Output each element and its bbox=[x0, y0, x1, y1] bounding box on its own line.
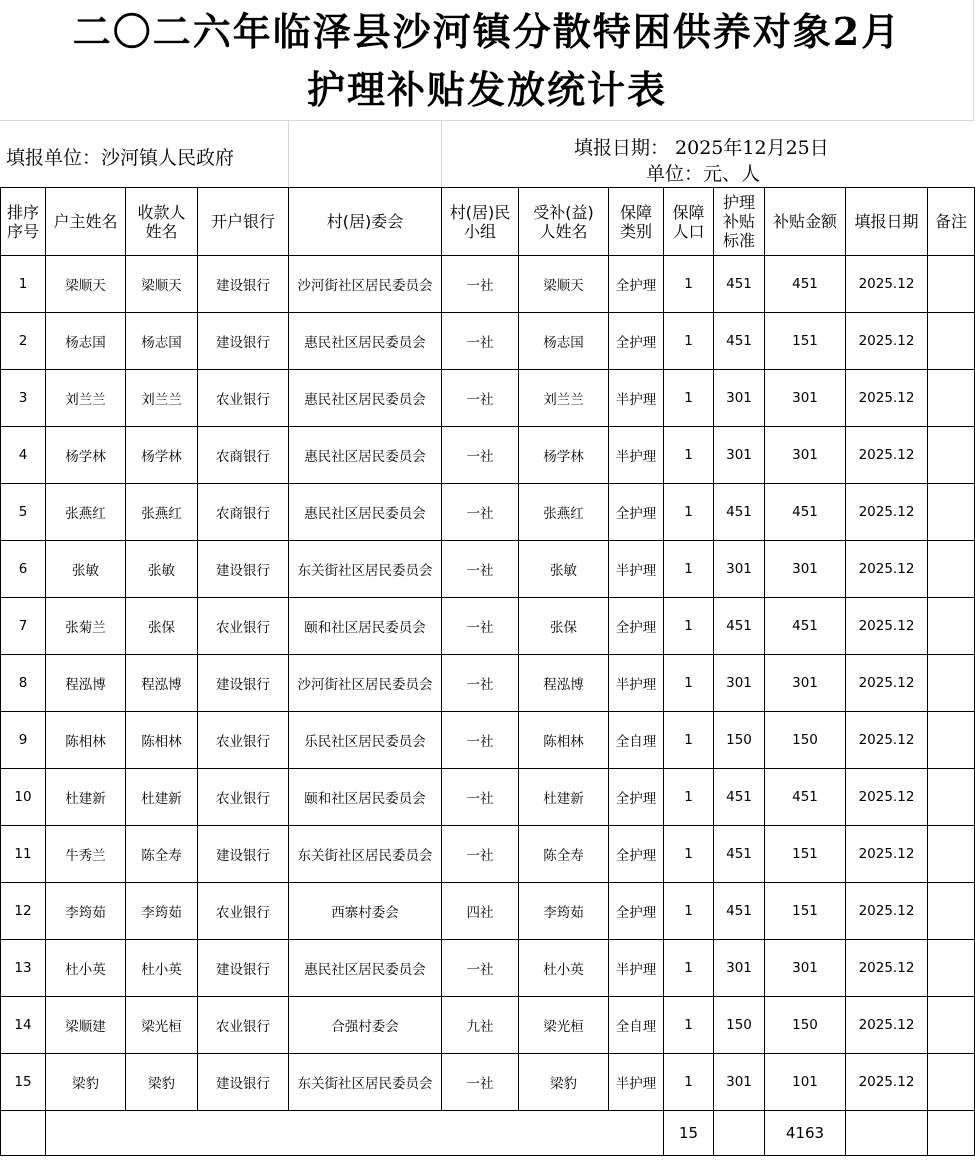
cell-bank[interactable]: 农商银行 bbox=[198, 427, 289, 484]
cell-category[interactable]: 全护理 bbox=[609, 826, 664, 883]
cell-householder[interactable]: 杨学林 bbox=[46, 427, 126, 484]
header-payee[interactable]: 收款人 姓名 bbox=[126, 188, 198, 256]
cell-bank[interactable]: 农业银行 bbox=[198, 769, 289, 826]
total-cell[interactable] bbox=[928, 1111, 975, 1156]
cell-payee[interactable]: 杜建新 bbox=[126, 769, 198, 826]
cell-group[interactable]: 一社 bbox=[442, 484, 519, 541]
cell-amount[interactable]: 301 bbox=[765, 541, 846, 598]
cell-date[interactable]: 2025.12 bbox=[846, 655, 928, 712]
cell-beneficiary[interactable]: 杨志国 bbox=[519, 313, 609, 370]
cell-category[interactable]: 全护理 bbox=[609, 313, 664, 370]
cell-standard[interactable]: 451 bbox=[714, 313, 765, 370]
cell-committee[interactable]: 西寨村委会 bbox=[289, 883, 442, 940]
header-amount[interactable]: 补贴金额 bbox=[765, 188, 846, 256]
cell-category[interactable]: 半护理 bbox=[609, 427, 664, 484]
cell-amount[interactable]: 301 bbox=[765, 427, 846, 484]
cell-persons[interactable]: 1 bbox=[664, 598, 714, 655]
header-seq[interactable]: 排序 序号 bbox=[1, 188, 46, 256]
cell-payee[interactable]: 李筠茹 bbox=[126, 883, 198, 940]
cell-persons[interactable]: 1 bbox=[664, 427, 714, 484]
cell-bank[interactable]: 农业银行 bbox=[198, 598, 289, 655]
cell-seq[interactable]: 11 bbox=[1, 826, 46, 883]
cell-persons[interactable]: 1 bbox=[664, 997, 714, 1054]
cell-payee[interactable]: 陈相林 bbox=[126, 712, 198, 769]
cell-committee[interactable]: 沙河街社区居民委员会 bbox=[289, 256, 442, 313]
page-title-line2: 护理补贴发放统计表 bbox=[306, 67, 667, 112]
table-row bbox=[1, 655, 975, 712]
title-block bbox=[0, 0, 974, 121]
cell-bank[interactable]: 建设银行 bbox=[198, 655, 289, 712]
cell-committee[interactable]: 东关街社区居民委员会 bbox=[289, 1054, 442, 1111]
cell-category[interactable]: 半护理 bbox=[609, 655, 664, 712]
table-row bbox=[1, 826, 975, 883]
total-cell[interactable] bbox=[846, 1111, 928, 1156]
cell-beneficiary[interactable]: 梁光桓 bbox=[519, 997, 609, 1054]
cell-payee[interactable]: 梁顺天 bbox=[126, 256, 198, 313]
cell-seq[interactable]: 14 bbox=[1, 997, 46, 1054]
cell-householder[interactable]: 张燕红 bbox=[46, 484, 126, 541]
cell-householder[interactable]: 牛秀兰 bbox=[46, 826, 126, 883]
data-table bbox=[0, 187, 975, 1156]
cell-persons[interactable]: 1 bbox=[664, 883, 714, 940]
cell-committee[interactable]: 颐和社区居民委员会 bbox=[289, 769, 442, 826]
table-row bbox=[1, 427, 975, 484]
cell-standard[interactable]: 451 bbox=[714, 826, 765, 883]
cell-householder[interactable]: 李筠茹 bbox=[46, 883, 126, 940]
cell-standard[interactable]: 451 bbox=[714, 769, 765, 826]
cell-group[interactable]: 一社 bbox=[442, 655, 519, 712]
fill-unit-label: 填报单位：沙河镇人民政府 bbox=[6, 147, 235, 169]
cell-committee[interactable]: 沙河街社区居民委员会 bbox=[289, 655, 442, 712]
cell-standard[interactable]: 301 bbox=[714, 1054, 765, 1111]
cell-beneficiary[interactable]: 杨学林 bbox=[519, 427, 609, 484]
cell-amount[interactable]: 451 bbox=[765, 256, 846, 313]
header-standard[interactable]: 护理 补贴 标准 bbox=[714, 188, 765, 256]
cell-committee[interactable]: 合强村委会 bbox=[289, 997, 442, 1054]
cell-amount[interactable]: 151 bbox=[765, 883, 846, 940]
cell-seq[interactable]: 15 bbox=[1, 1054, 46, 1111]
cell-persons[interactable]: 1 bbox=[664, 313, 714, 370]
table-row bbox=[1, 997, 975, 1054]
cell-remark[interactable] bbox=[928, 598, 975, 655]
cell-remark[interactable] bbox=[928, 370, 975, 427]
cell-remark[interactable] bbox=[928, 256, 975, 313]
header-persons[interactable]: 保障 人口 bbox=[664, 188, 714, 256]
cell-date[interactable]: 2025.12 bbox=[846, 1054, 928, 1111]
cell-beneficiary[interactable]: 杜小英 bbox=[519, 940, 609, 997]
cell-divider bbox=[441, 121, 442, 187]
cell-group[interactable]: 九社 bbox=[442, 997, 519, 1054]
cell-seq[interactable]: 2 bbox=[1, 313, 46, 370]
cell-bank[interactable]: 建设银行 bbox=[198, 826, 289, 883]
info-row bbox=[0, 121, 975, 187]
total-cell[interactable] bbox=[1, 1111, 46, 1156]
cell-committee[interactable]: 惠民社区居民委员会 bbox=[289, 313, 442, 370]
cell-persons[interactable]: 1 bbox=[664, 256, 714, 313]
cell-seq[interactable]: 8 bbox=[1, 655, 46, 712]
cell-committee[interactable]: 东关街社区居民委员会 bbox=[289, 541, 442, 598]
totals-row bbox=[1, 1111, 975, 1156]
cell-beneficiary[interactable]: 张燕红 bbox=[519, 484, 609, 541]
cell-persons[interactable]: 1 bbox=[664, 769, 714, 826]
cell-persons[interactable]: 1 bbox=[664, 655, 714, 712]
cell-bank[interactable]: 农业银行 bbox=[198, 370, 289, 427]
cell-committee[interactable]: 惠民社区居民委员会 bbox=[289, 940, 442, 997]
cell-standard[interactable]: 301 bbox=[714, 370, 765, 427]
cell-payee[interactable]: 陈全寿 bbox=[126, 826, 198, 883]
cell-amount[interactable]: 151 bbox=[765, 826, 846, 883]
cell-householder[interactable]: 陈相林 bbox=[46, 712, 126, 769]
cell-amount[interactable]: 451 bbox=[765, 598, 846, 655]
cell-date[interactable]: 2025.12 bbox=[846, 997, 928, 1054]
cell-group[interactable]: 一社 bbox=[442, 940, 519, 997]
header-bank[interactable]: 开户银行 bbox=[198, 188, 289, 256]
cell-date[interactable]: 2025.12 bbox=[846, 940, 928, 997]
cell-payee[interactable]: 程泓博 bbox=[126, 655, 198, 712]
cell-beneficiary[interactable]: 陈相林 bbox=[519, 712, 609, 769]
cell-seq[interactable]: 9 bbox=[1, 712, 46, 769]
cell-category[interactable]: 全护理 bbox=[609, 256, 664, 313]
cell-category[interactable]: 半护理 bbox=[609, 370, 664, 427]
cell-householder[interactable]: 程泓博 bbox=[46, 655, 126, 712]
header-remark[interactable]: 备注 bbox=[928, 188, 975, 256]
cell-beneficiary[interactable]: 杜建新 bbox=[519, 769, 609, 826]
cell-seq[interactable]: 7 bbox=[1, 598, 46, 655]
cell-date[interactable]: 2025.12 bbox=[846, 484, 928, 541]
total-cell[interactable] bbox=[714, 1111, 765, 1156]
cell-remark[interactable] bbox=[928, 655, 975, 712]
header-householder[interactable]: 户主姓名 bbox=[46, 188, 126, 256]
cell-beneficiary[interactable]: 张保 bbox=[519, 598, 609, 655]
cell-remark[interactable] bbox=[928, 1054, 975, 1111]
cell-beneficiary[interactable]: 李筠茹 bbox=[519, 883, 609, 940]
cell-beneficiary[interactable]: 程泓博 bbox=[519, 655, 609, 712]
cell-remark[interactable] bbox=[928, 313, 975, 370]
cell-bank[interactable]: 农业银行 bbox=[198, 712, 289, 769]
total-cell[interactable] bbox=[46, 1111, 664, 1156]
cell-date[interactable]: 2025.12 bbox=[846, 598, 928, 655]
cell-standard[interactable]: 301 bbox=[714, 655, 765, 712]
cell-group[interactable]: 一社 bbox=[442, 598, 519, 655]
cell-seq[interactable]: 10 bbox=[1, 769, 46, 826]
cell-payee[interactable]: 张燕红 bbox=[126, 484, 198, 541]
cell-group[interactable]: 一社 bbox=[442, 370, 519, 427]
table-row bbox=[1, 1054, 975, 1111]
cell-householder[interactable]: 杜小英 bbox=[46, 940, 126, 997]
page-title-line1: 二〇二六年临泽县沙河镇分散特困供养对象2月 bbox=[72, 9, 902, 54]
unit-label: 单位：元、人 bbox=[646, 163, 761, 185]
table-row bbox=[1, 484, 975, 541]
header-category[interactable]: 保障 类别 bbox=[609, 188, 664, 256]
cell-group[interactable]: 一社 bbox=[442, 712, 519, 769]
cell-category[interactable]: 全自理 bbox=[609, 712, 664, 769]
cell-persons[interactable]: 1 bbox=[664, 826, 714, 883]
cell-category[interactable]: 半护理 bbox=[609, 1054, 664, 1111]
cell-amount[interactable]: 151 bbox=[765, 313, 846, 370]
cell-standard[interactable]: 301 bbox=[714, 940, 765, 997]
cell-group[interactable]: 一社 bbox=[442, 769, 519, 826]
table-row bbox=[1, 598, 975, 655]
cell-date[interactable]: 2025.12 bbox=[846, 769, 928, 826]
cell-remark[interactable] bbox=[928, 769, 975, 826]
table-row bbox=[1, 370, 975, 427]
header-committee[interactable]: 村(居)委会 bbox=[289, 188, 442, 256]
cell-standard[interactable]: 451 bbox=[714, 484, 765, 541]
cell-payee[interactable]: 梁光桓 bbox=[126, 997, 198, 1054]
cell-standard[interactable]: 150 bbox=[714, 997, 765, 1054]
cell-householder[interactable]: 梁豹 bbox=[46, 1054, 126, 1111]
table-header-row bbox=[1, 188, 975, 256]
cell-remark[interactable] bbox=[928, 484, 975, 541]
cell-payee[interactable]: 杨学林 bbox=[126, 427, 198, 484]
cell-householder[interactable]: 杜建新 bbox=[46, 769, 126, 826]
cell-standard[interactable]: 301 bbox=[714, 427, 765, 484]
cell-category[interactable]: 半护理 bbox=[609, 940, 664, 997]
cell-beneficiary[interactable]: 梁顺天 bbox=[519, 256, 609, 313]
cell-group[interactable]: 一社 bbox=[442, 427, 519, 484]
cell-remark[interactable] bbox=[928, 940, 975, 997]
cell-standard[interactable]: 451 bbox=[714, 883, 765, 940]
table-row bbox=[1, 256, 975, 313]
table-row bbox=[1, 769, 975, 826]
cell-category[interactable]: 半护理 bbox=[609, 541, 664, 598]
cell-beneficiary[interactable]: 陈全寿 bbox=[519, 826, 609, 883]
cell-beneficiary[interactable]: 刘兰兰 bbox=[519, 370, 609, 427]
cell-category[interactable]: 全自理 bbox=[609, 997, 664, 1054]
cell-standard[interactable]: 451 bbox=[714, 598, 765, 655]
cell-persons[interactable]: 1 bbox=[664, 541, 714, 598]
cell-bank[interactable]: 建设银行 bbox=[198, 541, 289, 598]
cell-remark[interactable] bbox=[928, 997, 975, 1054]
cell-category[interactable]: 全护理 bbox=[609, 598, 664, 655]
cell-payee[interactable]: 张保 bbox=[126, 598, 198, 655]
cell-bank[interactable]: 建设银行 bbox=[198, 940, 289, 997]
header-beneficiary[interactable]: 受补(益) 人姓名 bbox=[519, 188, 609, 256]
cell-payee[interactable]: 杨志国 bbox=[126, 313, 198, 370]
cell-remark[interactable] bbox=[928, 712, 975, 769]
cell-date[interactable]: 2025.12 bbox=[846, 370, 928, 427]
table-row bbox=[1, 883, 975, 940]
cell-standard[interactable]: 150 bbox=[714, 712, 765, 769]
cell-persons[interactable]: 1 bbox=[664, 712, 714, 769]
cell-householder[interactable]: 梁顺天 bbox=[46, 256, 126, 313]
cell-group[interactable]: 一社 bbox=[442, 256, 519, 313]
cell-date[interactable]: 2025.12 bbox=[846, 313, 928, 370]
cell-committee[interactable]: 东关街社区居民委员会 bbox=[289, 826, 442, 883]
cell-group[interactable]: 四社 bbox=[442, 883, 519, 940]
cell-divider bbox=[288, 121, 289, 187]
cell-seq[interactable]: 5 bbox=[1, 484, 46, 541]
cell-date[interactable]: 2025.12 bbox=[846, 427, 928, 484]
cell-seq[interactable]: 4 bbox=[1, 427, 46, 484]
cell-committee[interactable]: 惠民社区居民委员会 bbox=[289, 484, 442, 541]
cell-persons[interactable]: 1 bbox=[664, 1054, 714, 1111]
cell-standard[interactable]: 301 bbox=[714, 541, 765, 598]
cell-householder[interactable]: 梁顺建 bbox=[46, 997, 126, 1054]
cell-seq[interactable]: 13 bbox=[1, 940, 46, 997]
cell-bank[interactable]: 农业银行 bbox=[198, 883, 289, 940]
cell-bank[interactable]: 农业银行 bbox=[198, 997, 289, 1054]
cell-date[interactable]: 2025.12 bbox=[846, 256, 928, 313]
cell-remark[interactable] bbox=[928, 826, 975, 883]
cell-householder[interactable]: 杨志国 bbox=[46, 313, 126, 370]
cell-group[interactable]: 一社 bbox=[442, 826, 519, 883]
cell-committee[interactable]: 乐民社区居民委员会 bbox=[289, 712, 442, 769]
cell-seq[interactable]: 3 bbox=[1, 370, 46, 427]
cell-amount[interactable]: 101 bbox=[765, 1054, 846, 1111]
cell-beneficiary[interactable]: 张敏 bbox=[519, 541, 609, 598]
cell-committee[interactable]: 颐和社区居民委员会 bbox=[289, 598, 442, 655]
cell-date[interactable]: 2025.12 bbox=[846, 883, 928, 940]
table-body bbox=[1, 256, 975, 1111]
cell-householder[interactable]: 张敏 bbox=[46, 541, 126, 598]
cell-seq[interactable]: 1 bbox=[1, 256, 46, 313]
cell-category[interactable]: 全护理 bbox=[609, 769, 664, 826]
header-date[interactable]: 填报日期 bbox=[846, 188, 928, 256]
cell-standard[interactable]: 451 bbox=[714, 256, 765, 313]
cell-group[interactable]: 一社 bbox=[442, 313, 519, 370]
total-persons[interactable]: 15 bbox=[664, 1111, 714, 1156]
cell-householder[interactable]: 刘兰兰 bbox=[46, 370, 126, 427]
fill-date-label: 填报日期： 2025年12月25日 bbox=[574, 137, 829, 159]
cell-amount[interactable]: 301 bbox=[765, 370, 846, 427]
cell-bank[interactable]: 农商银行 bbox=[198, 484, 289, 541]
cell-date[interactable]: 2025.12 bbox=[846, 826, 928, 883]
cell-amount[interactable]: 301 bbox=[765, 655, 846, 712]
cell-seq[interactable]: 12 bbox=[1, 883, 46, 940]
cell-category[interactable]: 全护理 bbox=[609, 484, 664, 541]
cell-remark[interactable] bbox=[928, 883, 975, 940]
cell-payee[interactable]: 杜小英 bbox=[126, 940, 198, 997]
cell-payee[interactable]: 刘兰兰 bbox=[126, 370, 198, 427]
cell-amount[interactable]: 150 bbox=[765, 712, 846, 769]
cell-group[interactable]: 一社 bbox=[442, 541, 519, 598]
cell-bank[interactable]: 建设银行 bbox=[198, 313, 289, 370]
cell-householder[interactable]: 张菊兰 bbox=[46, 598, 126, 655]
cell-bank[interactable]: 建设银行 bbox=[198, 1054, 289, 1111]
header-group[interactable]: 村(居)民 小组 bbox=[442, 188, 519, 256]
table-row bbox=[1, 940, 975, 997]
cell-date[interactable]: 2025.12 bbox=[846, 541, 928, 598]
cell-amount[interactable]: 150 bbox=[765, 997, 846, 1054]
cell-payee[interactable]: 梁豹 bbox=[126, 1054, 198, 1111]
cell-payee[interactable]: 张敏 bbox=[126, 541, 198, 598]
table-row bbox=[1, 541, 975, 598]
cell-persons[interactable]: 1 bbox=[664, 484, 714, 541]
cell-date[interactable]: 2025.12 bbox=[846, 712, 928, 769]
cell-persons[interactable]: 1 bbox=[664, 940, 714, 997]
cell-category[interactable]: 全护理 bbox=[609, 883, 664, 940]
cell-amount[interactable]: 451 bbox=[765, 484, 846, 541]
total-amount[interactable]: 4163 bbox=[765, 1111, 846, 1156]
cell-beneficiary[interactable]: 梁豹 bbox=[519, 1054, 609, 1111]
cell-remark[interactable] bbox=[928, 541, 975, 598]
table-row bbox=[1, 712, 975, 769]
cell-amount[interactable]: 301 bbox=[765, 940, 846, 997]
cell-bank[interactable]: 建设银行 bbox=[198, 256, 289, 313]
cell-amount[interactable]: 451 bbox=[765, 769, 846, 826]
cell-committee[interactable]: 惠民社区居民委员会 bbox=[289, 370, 442, 427]
cell-group[interactable]: 一社 bbox=[442, 1054, 519, 1111]
table-row bbox=[1, 313, 975, 370]
cell-persons[interactable]: 1 bbox=[664, 370, 714, 427]
cell-committee[interactable]: 惠民社区居民委员会 bbox=[289, 427, 442, 484]
cell-seq[interactable]: 6 bbox=[1, 541, 46, 598]
cell-remark[interactable] bbox=[928, 427, 975, 484]
